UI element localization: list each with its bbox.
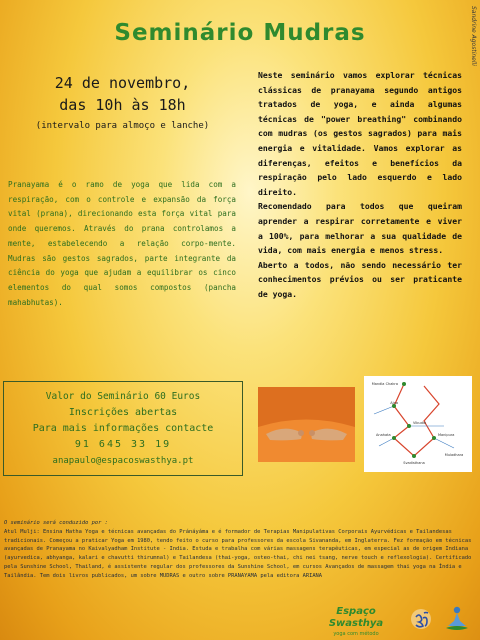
footer-bio-text: Atul Mulji: Ensina Hatha Yoga e técnicas avançadas do Pránáyáma e é formador de Terapias Manipulativas Corporais Ayurvédicas e Tailandesas tradicionais. Começou a praticar Yoga em 1980, tendo feito o curso para professores da escola Sivananda, em Inglaterra. Fez formação em técnicas avançadas de Pranayama no Kaivalyadham Institute - India. Estuda e trabalha com várias massagens terapêuticas, em especial as de origem Indiana (ayurvedica, abhyanga, kalari e chavutti thirumnal) e Tailandesa (thai-yoga, osteo-thai, chi nei tsang, nerve touch e reflexologia). Certificado pela Sunshine School, Thailand, é assistente regular dos professores da Sunshine School, em cursos Avançados de massagem thai yoga na Índia e Tailândia. Tem dois livros publicados, um sobre MUDRAS e outro sobre PRANAYAMA pela editora ARIANA — [4, 528, 472, 579]
espaco-swasthya-logo — [308, 606, 404, 637]
contact-label: Para mais informações contacte — [32, 423, 214, 434]
description-paragraph-3: Aberto a todos, não sendo necessário ter conhecimentos prévios ou ser praticante de yoga. — [258, 259, 462, 299]
contact-phone[interactable]: 91 645 33 19 — [74, 439, 172, 450]
seminar-description — [258, 68, 462, 302]
event-date-block — [10, 72, 235, 134]
logo-name: Espaço Swasthya — [328, 606, 384, 629]
om-symbol-icon — [410, 608, 432, 630]
event-time: das 10h às 18h — [59, 96, 186, 114]
contact-info-box — [3, 381, 243, 476]
diagram-label-c2: Vibuddi — [413, 421, 427, 425]
meditation-figure-icon — [442, 604, 472, 634]
event-break-note: (intervalo para almoço e lanche) — [35, 121, 210, 131]
registration-status: Inscrições abertas — [68, 407, 178, 418]
seminar-price: Valor do Seminário 60 Euros — [45, 391, 201, 402]
chakra-diagram — [364, 376, 472, 472]
event-date: 24 de novembro, — [54, 74, 191, 92]
seminar-title: Seminário Mudras — [114, 20, 366, 46]
pranayama-description: Pranayama é o ramo de yoga que lida com a respiração, com o controle e expansão da força vital (prana), direcionando esta força vital para onde queremos. Através do prana controlamos a mente, estabelecendo a relação corpo-mente. Mudras são gestos sagrados, parte integrante da ciência do yoga que ajudam a equilibrar os cinco elementos do qual somos compostos (pancha mahabhutas). — [8, 180, 236, 307]
diagram-label-top: Mandla Chakra — [371, 382, 398, 386]
artist-credit: Sandrine Agostinelli — [470, 6, 477, 66]
logo-tagline: yoga com método — [333, 631, 379, 637]
diagram-label-c5: Svadisthana — [403, 461, 425, 465]
diagram-label-c3: Anahata — [376, 433, 391, 437]
description-paragraph-2: Recomendado para todos que queiram aprender a respirar corretamente e viver a 100%, para melhorar a sua qualidade de vida, com mais energia e menos stress. — [258, 201, 462, 256]
description-paragraph-1: Neste seminário vamos explorar técnicas clássicas de pranayama segundo antigos tratados de yoga, e ainda algumas técnicas de "power breathing" combinando com mudras (os gestos sagrados) para mais energia e vitalidade. Vamos explorar as diferenças, efeitos e benefícios da respiração pelo lado esquerdo e lado direito. — [258, 70, 462, 197]
footer-intro: O seminário será conduzido por : — [4, 520, 108, 526]
diagram-label-c4: Manipura — [438, 433, 455, 437]
contact-email[interactable]: anapaulo@espacoswasthya.pt — [52, 456, 194, 466]
mudra-hands-photo — [258, 387, 355, 462]
diagram-label-c1: Ajna — [390, 401, 398, 405]
instructor-bio — [4, 519, 474, 581]
diagram-label-c6: Muladhara — [444, 453, 464, 457]
